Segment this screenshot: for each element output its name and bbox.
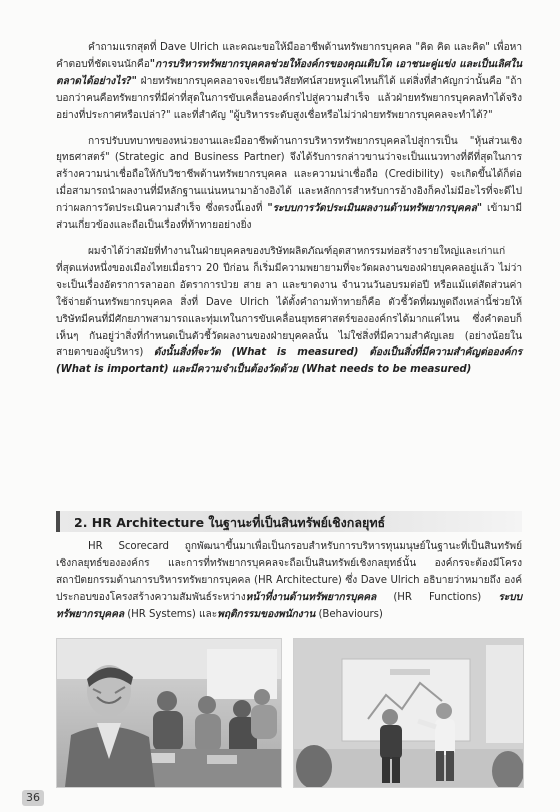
section-heading-bar [56, 511, 522, 532]
paragraph-5-emphasis: หน้าที่งานด้านทรัพยากรบุคคล [245, 591, 377, 603]
presentation-photo [293, 638, 524, 788]
paragraph-5 [56, 539, 522, 624]
paragraph-5-emphasis-2: ระบบทรัพยากรบุคคล [56, 591, 522, 620]
paragraph-3-text: ผมจำได้ว่าสมัยที่ทำงานในฝ่ายบุคคลของบริษัทผลิตภัณฑ์อุตสาหกรรมท่อสร้างรายใหญ่และเก่าแก่ที่สุดแห่งหนึ่งของเมืองไทยเมื่อราว 20 ปีก่อน ก็เริ่มมีความพยายามที่จะวัดผลงานของฝ่ายบุคคลอยู่แล้ว ไม่ว่าจะเป็นเรื่องอัตราการลาออก อัตราการป่วย สาย ลา และขาดงาน จำนวนวันอบรมต่อปี หรือแม้แต่สัดส่วนค่าใช้จ่ายด้านทรัพยากรบุคคล สิ่งที่ Dave Ulrich ได้ตั้งคำถามท้าทายก็คือ ตัวชี้วัดที่ผมพูดถึงเหล่านี้ช่วยให้บริษัทมีคนที่มีศักยภาพสามารถและทุ่มเทในการขับเคลื่อนยุทธศาสตร์ขององค์กรได้มากแค่ไหน ซึ่งคำตอบก็เห็นๆ กันอยู่ว่าสิ่งที่กำหนดเป็นตัวชี้วัดผลงานของฝ่ายบุคคลนั้น ไม่ใช่สิ่งที่มีความสำคัญเลย (อย่างน้อยในสายตาของผู้บริหาร) [56, 245, 522, 359]
paragraph-5-text: HR Scorecard ถูกพัฒนาขึ้นมาเพื่อเป็นกรอบสำหรับการบริหารทุนมนุษย์ในฐานะที่เป็นสินทรัพย์เชิงกลยุทธ์ขององค์กร และการที่ทรัพยากรบุคคลจะถือเป็นสินทรัพย์เชิงกลยุทธ์นั้น องค์กรจะต้องมีโครงสถาปัตยกรรมด้านการบริหารทรัพยากรบุคคล (HR Architecture) ซึ่ง Dave Ulrich อธิบายว่าหมายถึง องค์ประกอบของโครงสร้างความสัมพันธ์ระหว่าง [56, 541, 522, 603]
section-heading: 2. HR Architecture ในฐานะที่เป็นสินทรัพย์เชิงกลยุทธ์ [74, 515, 386, 530]
paragraph-5-text-4: (Behaviours) [315, 608, 383, 620]
body-text-column [56, 40, 522, 388]
section-body-text [56, 539, 522, 633]
paragraph-1-text: คำถามแรกสุดที่ Dave Ulrich และคณะขอให้มืออาชีพด้านทรัพยากรบุคคล "คิด คิด และคิด" เพื่อหาคำตอบที่ชัดเจนนักคือ [56, 42, 522, 70]
paragraph-3 [56, 244, 522, 379]
paragraph-1-text-2: ฝ่ายทรัพยากรบุคคลอาจจะเขียนวิสัยทัศน์สวยหรูแค่ไหนก็ได้ แต่สิ่งที่สำคัญกว่านั้นคือ "ถ้าบอกว่าคนคือทรัพยากรที่มีค่าที่สุดในการขับเคลื่อนองค์กรไปสู่ความสำเร็จ แล้วฝ่ายทรัพยากรบุคคลทำได้จริงอย่างที่ประกาศหรือเปล่า?" และที่สำคัญ "ผู้บริหารระดับสูงเชื่อหรือไม่ว่าฝ่ายทรัพยากรบุคคลจะทำได้?" [56, 75, 522, 121]
paragraph-5-text-3: (HR Systems) และ [124, 608, 218, 620]
paragraph-2 [56, 134, 522, 235]
paragraph-3-emphasis: ดังนั้นสิ่งที่จะวัด (What is measured) ต้องเป็นสิ่งที่มีความสำคัญต่อองค์กร (What is important) และมีความจำเป็นต้องวัดด้วย (What needs to be measured) [56, 347, 522, 376]
paragraph-1 [56, 40, 522, 125]
paragraph-2-text: การปรับบทบาทของหน่วยงานและมืออาชีพด้านการบริหารทรัพยากรบุคคลไปสู่การเป็น "หุ้นส่วนเชิงยุทธศาสตร์" (Strategic and Business Partner) จึงได้รับการกล่าวขานว่าจะเป็นแนวทางที่ดีที่สุดในการสร้างความน่าเชื่อถือให้กับวิชาชีพด้านทรัพยากรบุคคล และความน่าเชื่อถือ (Credibility) จะเกิดขึ้นได้ก็ต่อเมื่อสามารถนำผลงานที่มีหลักฐานแน่นหนามาอ้างอิงได้ และหลักการสำหรับการอ้างอิงก็คงไม่มีอะไรที่จะดีไปกว่าผลการวัดประเมินความสำเร็จ ซึ่งตรงนี้เองที่ [56, 135, 522, 215]
workshop-photo [56, 638, 282, 788]
paragraph-2-text-2: เข้ามามีส่วนเกี่ยวข้องและถือเป็นเรื่องที่ท้าทายอย่างยิ่ง [56, 203, 522, 232]
paragraph-1-emphasis: "การบริหารทรัพยากรบุคคลช่วยให้องค์กรของคุณเติบโต เอาชนะคู่แข่ง และเป็นเลิศในตลาดได้อย่างไร?" [56, 58, 522, 87]
paragraph-5-emphasis-3: พฤติกรรมของพนักงาน [217, 608, 316, 620]
paragraph-2-emphasis: "ระบบการวัดประเมินผลงานด้านทรัพยากรบุคคล" [267, 203, 483, 215]
paragraph-5-text-2: (HR Functions) [376, 591, 499, 603]
page-number: 36 [22, 790, 44, 806]
